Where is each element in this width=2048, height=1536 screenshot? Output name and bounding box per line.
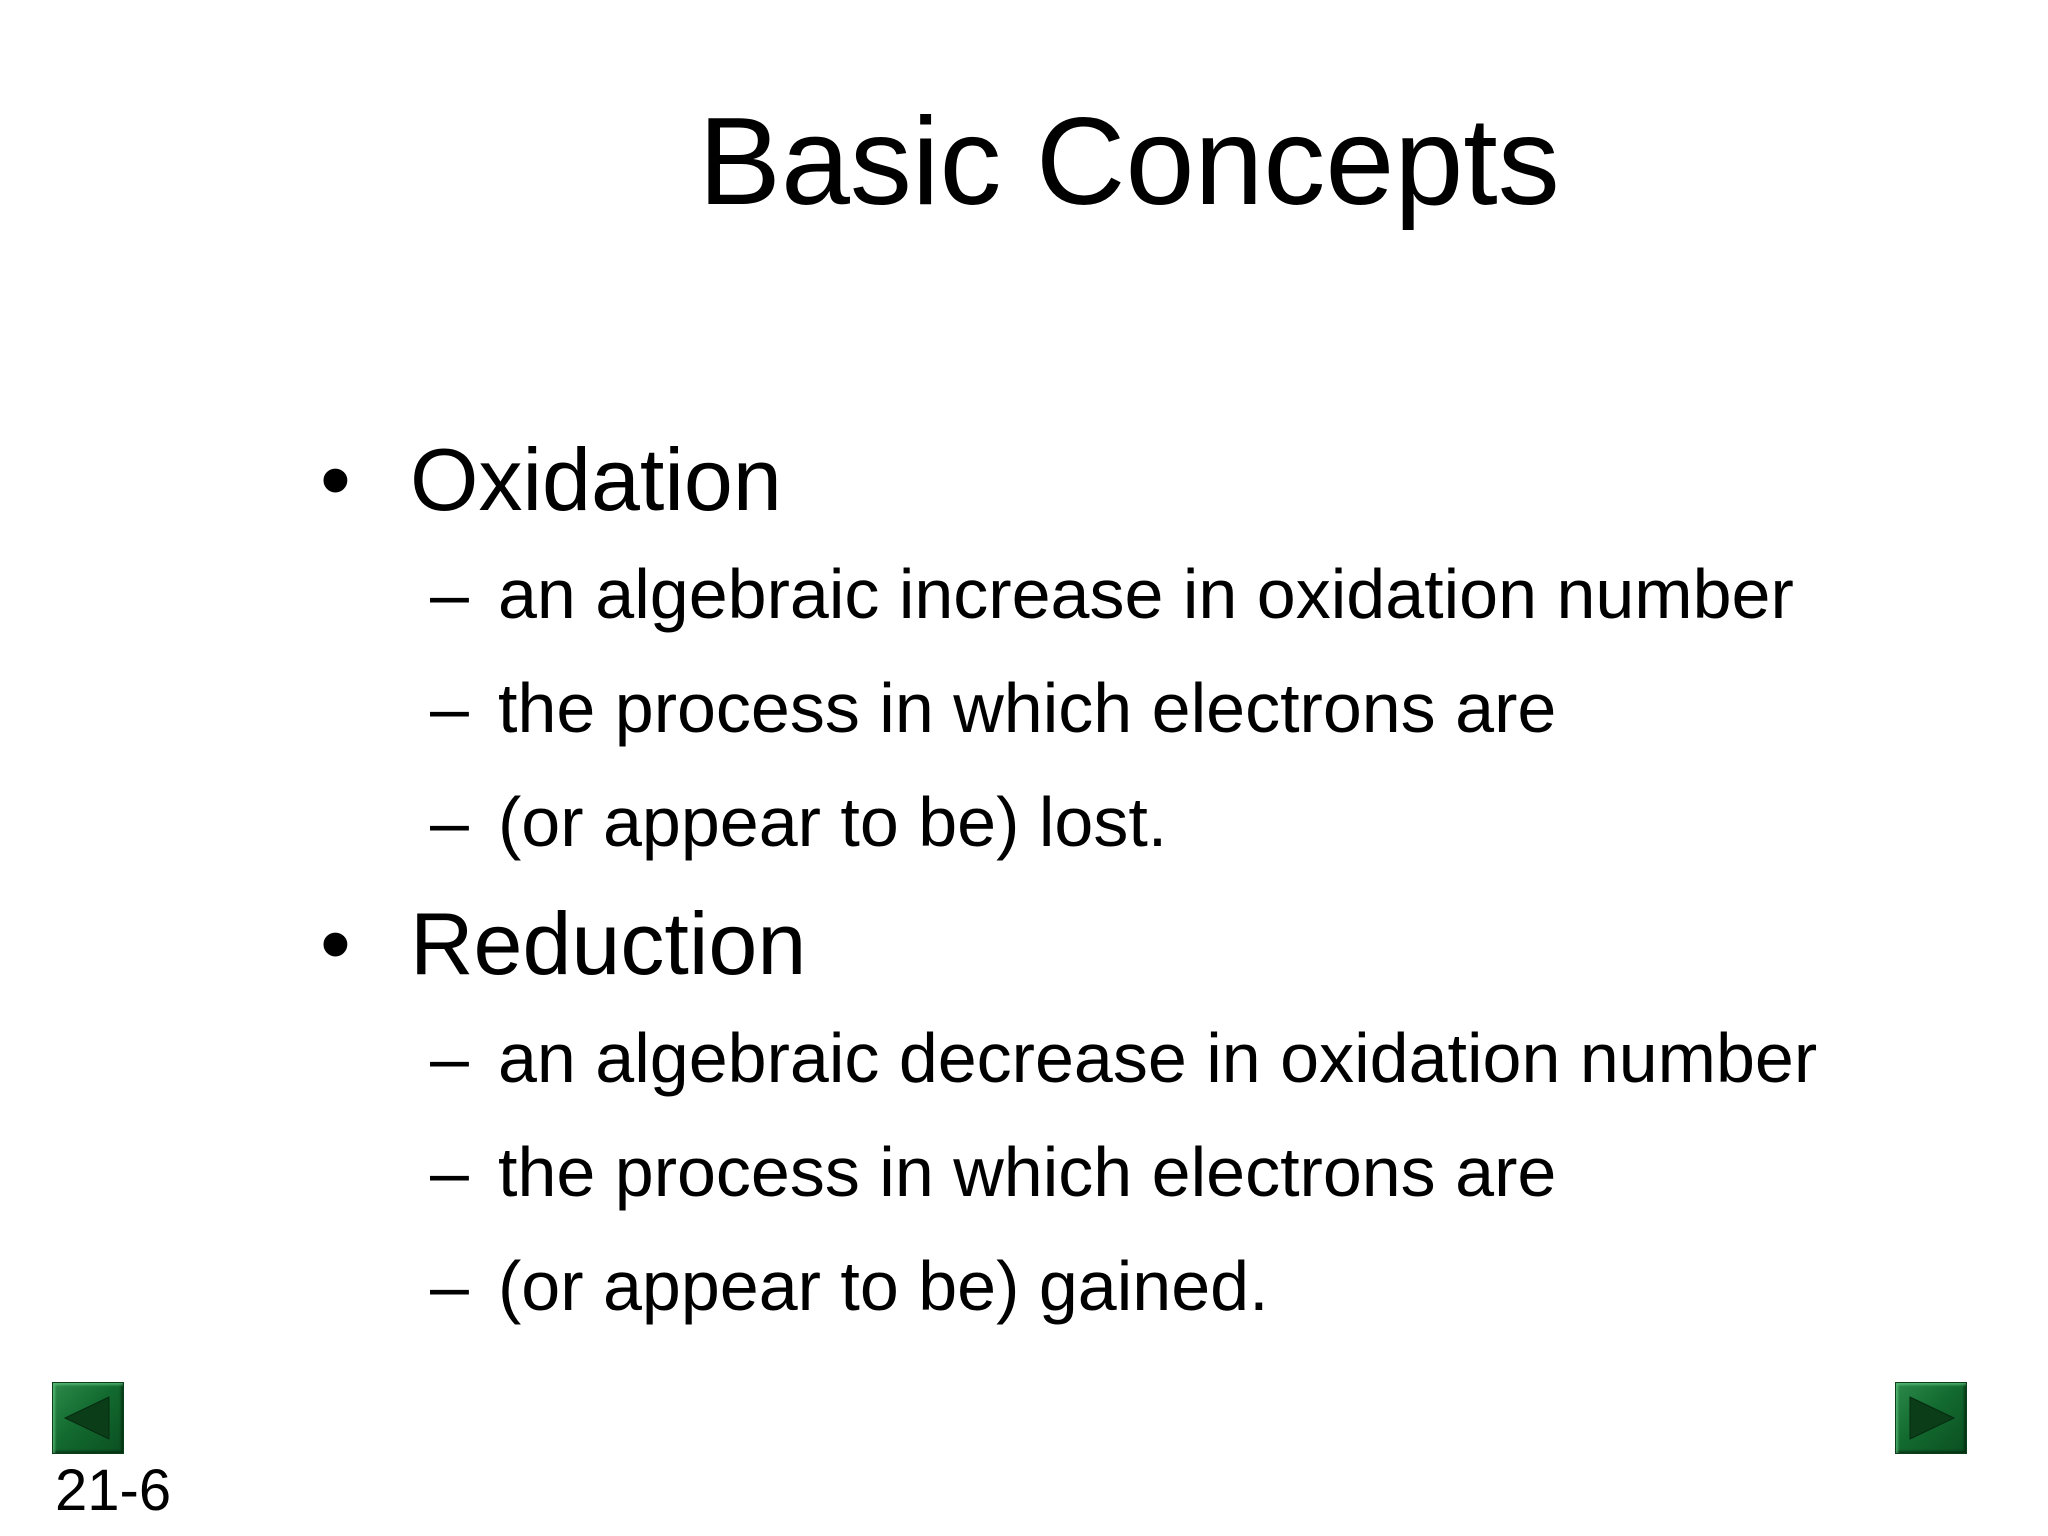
slide-content [320,425,1820,1353]
sub-item-text: the process in which electrons are [498,669,1557,747]
sub-item-text: an algebraic decrease in oxidation number [498,1019,1818,1097]
dash-marker: – [430,669,469,747]
dash-marker: – [430,555,469,633]
sub-item-text: (or appear to be) lost. [498,783,1168,861]
bullet-heading: Reduction [410,894,807,993]
slide-title: Basic Concepts [698,93,1560,231]
sub-list-oxidation [320,547,1820,869]
bullet-reduction [320,889,1820,999]
sub-item [320,1011,1820,1105]
dash-marker: – [430,1133,469,1211]
sub-item [320,547,1820,641]
sub-list-reduction [320,1011,1820,1333]
dash-marker: – [430,1247,469,1325]
sub-item [320,1239,1820,1333]
previous-slide-button[interactable] [52,1382,124,1454]
dash-marker: – [430,1019,469,1097]
next-slide-button[interactable] [1895,1382,1967,1454]
bullet-heading: Oxidation [410,430,782,529]
triangle-right-icon [1896,1383,1966,1453]
bullet-oxidation [320,425,1820,535]
sub-item-text: the process in which electrons are [498,1133,1557,1211]
sub-item [320,1125,1820,1219]
sub-item-text: (or appear to be) gained. [498,1247,1269,1325]
slide-number: 21-6 [55,1458,172,1523]
sub-item [320,775,1820,869]
dash-marker: – [430,783,469,861]
bullet-marker: • [320,430,351,529]
triangle-left-icon [53,1383,123,1453]
bullet-marker: • [320,894,351,993]
sub-item [320,661,1820,755]
sub-item-text: an algebraic increase in oxidation number [498,555,1794,633]
